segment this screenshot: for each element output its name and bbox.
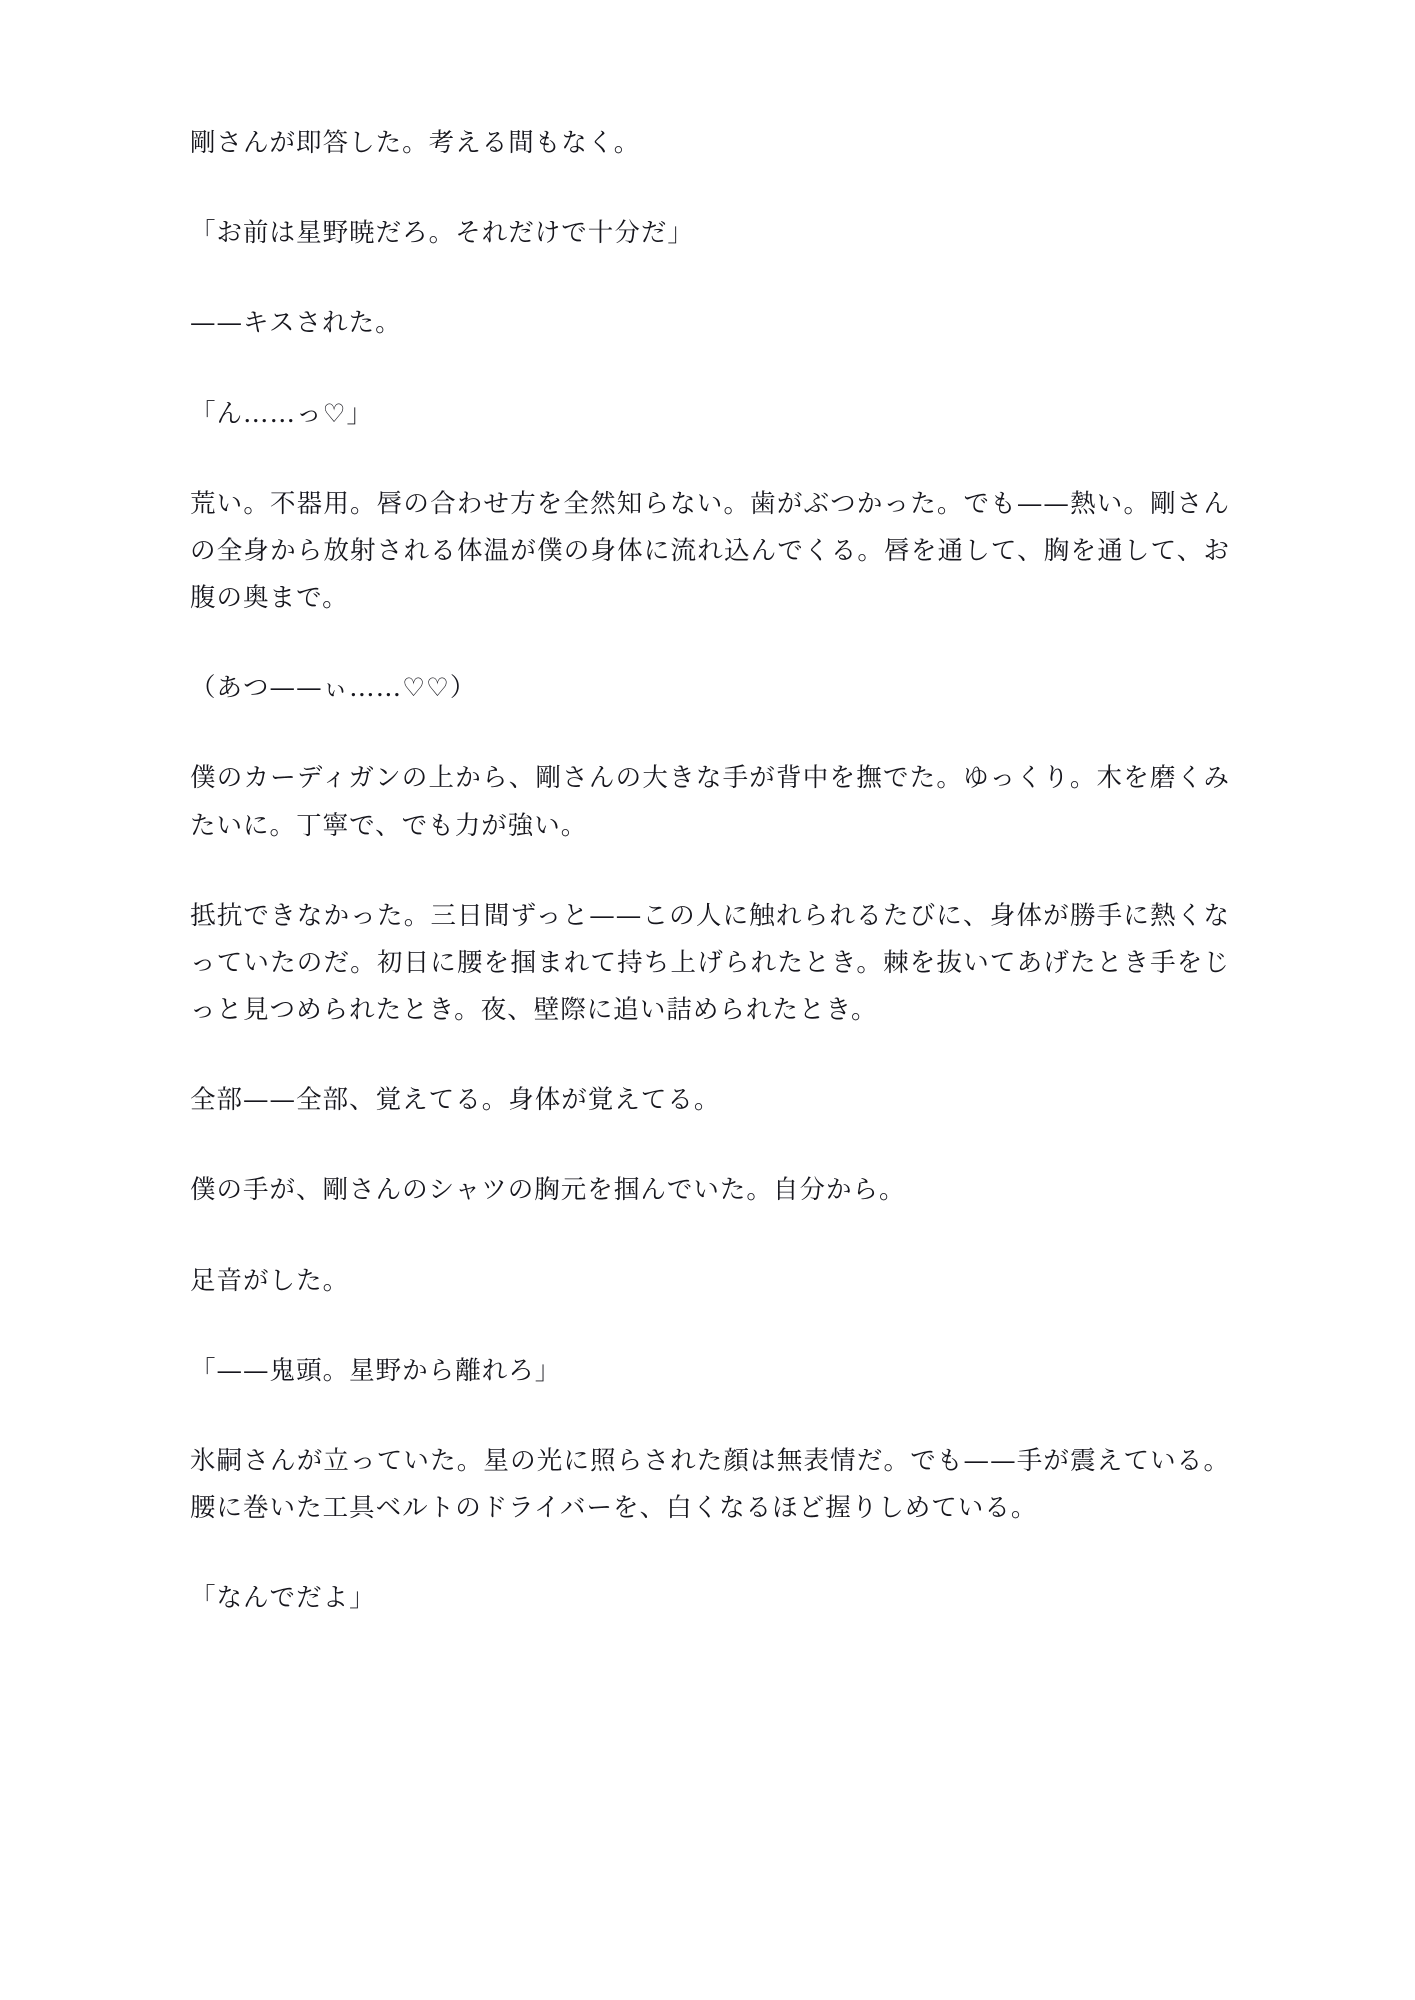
paragraph: 荒い。不器用。唇の合わせ方を全然知らない。歯がぶつかった。でも——熱い。剛さんの全身から放射される体温が僕の身体に流れ込んでくる。唇を通して、胸を通して、お腹の奥まで。 <box>190 488 1230 614</box>
body-text-container <box>190 120 1230 1622</box>
paragraph: 足音がした。 <box>190 1265 350 1296</box>
paragraph: 全部——全部、覚えてる。身体が覚えてる。 <box>190 1085 721 1116</box>
paragraph: 抵抗できなかった。三日間ずっと——この人に触れられるたびに、身体が勝手に熱くなっていたのだ。初日に腰を掴まれて持ち上げられたとき。棘を抜いてあげたとき手をじっと見つめられたとき。夜、壁際に追い詰められたとき。 <box>190 900 1230 1026</box>
paragraph: 「ん……っ♡」 <box>190 398 374 429</box>
paragraph: 僕のカーディガンの上から、剛さんの大きな手が背中を撫でた。ゆっくり。木を磨くみたいに。丁寧で、でも力が強い。 <box>190 763 1230 841</box>
paragraph: 僕の手が、剛さんのシャツの胸元を掴んでいた。自分から。 <box>190 1175 906 1206</box>
paragraph: （あつ——ぃ……♡♡） <box>190 673 477 704</box>
paragraph: 剛さんが即答した。考える間もなく。 <box>190 128 641 158</box>
paragraph: 「なんでだよ」 <box>190 1583 376 1614</box>
paragraph: 「お前は星野暁だろ。それだけで十分だ」 <box>190 218 694 249</box>
paragraph: 氷嗣さんが立っていた。星の光に照らされた顔は無表情だ。でも——手が震えている。腰に巻いた工具ベルトのドライバーを、白くなるほど握りしめている。 <box>190 1445 1230 1524</box>
paragraph: 「——鬼頭。星野から離れろ」 <box>190 1355 562 1386</box>
paragraph: ——キスされた。 <box>190 308 402 339</box>
